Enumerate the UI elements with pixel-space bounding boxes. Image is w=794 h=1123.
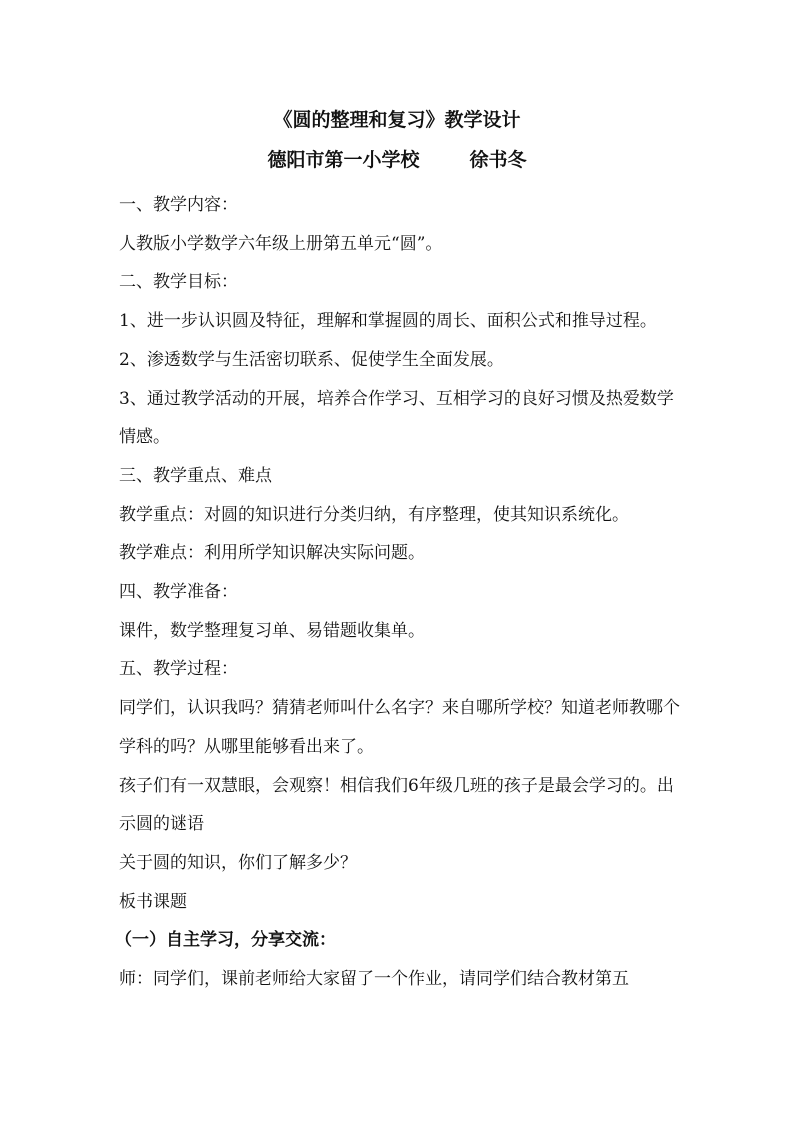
paragraph: 2、渗透数学与生活密切联系、促使学生全面发展。 bbox=[119, 349, 504, 370]
paragraph: 师：同学们，课前老师给大家留了一个作业，请同学们结合教材第五 bbox=[119, 969, 629, 990]
paragraph: 教学难点：利用所学知识解决实际问题。 bbox=[119, 543, 425, 564]
section-heading: 一、教学内容： bbox=[119, 195, 238, 215]
paragraph: 同学们，认识我吗？猜猜老师叫什么名字？来自哪所学校？知道老师教哪个学科的吗？从哪里能够看出来了。 bbox=[119, 698, 680, 757]
document-byline bbox=[0, 148, 794, 172]
section-heading: 三、教学重点、难点 bbox=[119, 465, 272, 486]
subsection-heading: （一）自主学习，分享交流： bbox=[115, 930, 336, 951]
paragraph: 3、通过教学活动的开展，培养合作学习、互相学习的良好习惯及热爱数学情感。 bbox=[119, 388, 674, 448]
paragraph: 1、进一步认识圆及特征，理解和掌握圆的周长、面积公式和推导过程。 bbox=[119, 311, 657, 332]
section-heading: 五、教学过程： bbox=[119, 659, 238, 680]
document-title: 《圆的整理和复习》教学设计 bbox=[273, 109, 521, 131]
paragraph: 教学重点：对圆的知识进行分类归纳，有序整理，使其知识系统化。 bbox=[119, 504, 629, 525]
paragraph: 关于圆的知识，你们了解多少？ bbox=[119, 852, 357, 873]
school-name: 德阳市第一小学校 bbox=[267, 149, 420, 171]
paragraph: 课件，数学整理复习单、易错题收集单。 bbox=[119, 620, 425, 641]
document-body bbox=[115, 186, 685, 999]
author-name: 徐书冬 bbox=[469, 149, 527, 171]
paragraph: 人教版小学数学六年级上册第五单元“圆”。 bbox=[119, 233, 443, 254]
section-heading: 二、教学目标： bbox=[119, 272, 238, 293]
paragraph: 孩子们有一双慧眼，会观察！相信我们6年级几班的孩子是最会学习的。出示圆的谜语 bbox=[119, 775, 674, 835]
paragraph: 板书课题 bbox=[119, 891, 187, 912]
section-heading: 四、教学准备： bbox=[119, 582, 238, 603]
